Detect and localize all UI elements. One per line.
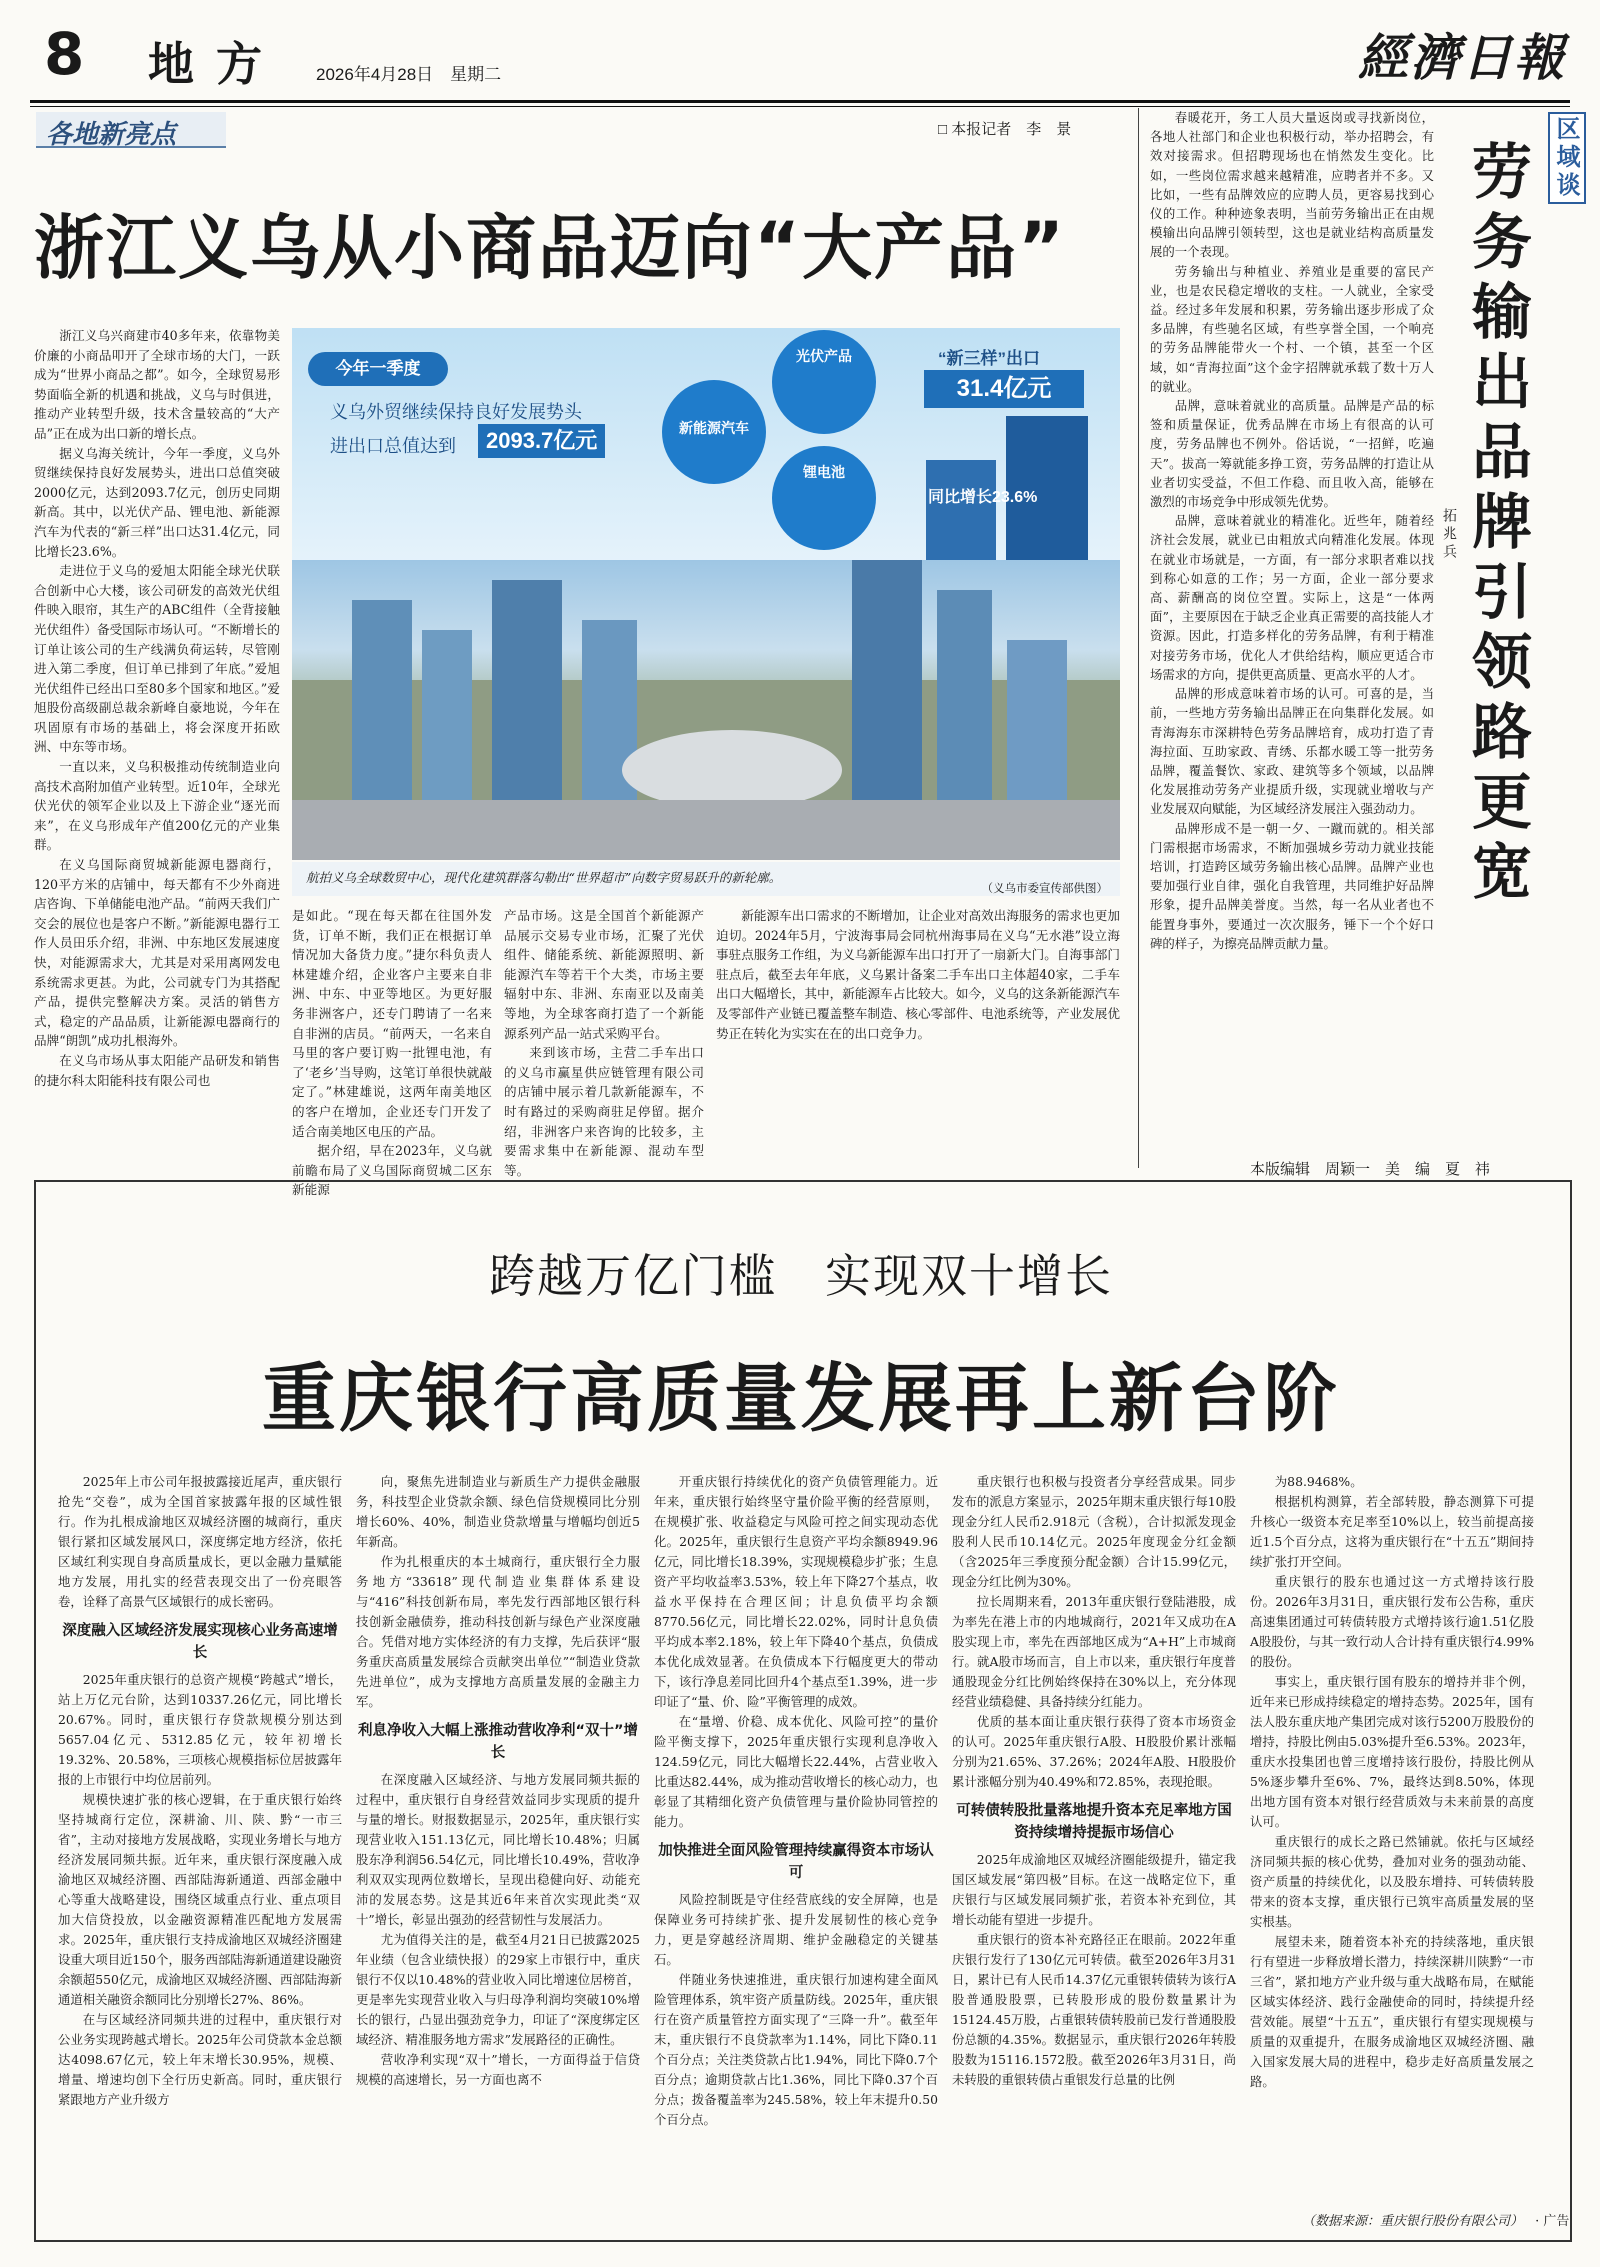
column-tag: 区域谈: [1548, 112, 1586, 204]
ad-column-2: [356, 1472, 640, 2208]
paragraph: 浙江义乌兴商建市40多年来，依靠物美价廉的小商品叩开了全球市场的大门，一跃成为“世界小商品之都”。如今，全球贸易形势面临全新的机遇和挑战，义乌与时俱进，推动产业转型升级，技术含量较高的“大产品”正在成为出口新的增长点。: [34, 328, 280, 441]
infographic-line-1: 义乌外贸继续保持良好发展势头: [330, 402, 582, 422]
column-divider: [1138, 108, 1139, 1168]
paragraph: 品牌，意味着就业的高质量。品牌是产品的标签和质量保证，优秀品牌在市场上有很高的认可度，劳务品牌也不例外。俗话说，“一招鲜，吃遍天”。拔高一筹就能多挣工资，劳务品牌的打造让从业者切实受益，不但工作稳、而且收入高，能够在激烈的市场竞争中形成领先优势。: [1150, 398, 1434, 510]
new-energy-vehicle-icon: [662, 380, 766, 484]
paragraph: 开重庆银行持续优化的资产负债管理能力。近年来，重庆银行始终坚守量价险平衡的经营原则，在规模扩张、收益稳定与风险可控之间实现动态优化。2025年，重庆银行生息资产平均余额8949.96亿元，同比增长18.39%，实现规模稳步扩张；生息资产平均收益率3.53%，较上年下降27个基点，收益水平保持在合理区间；计息负债平均余额8770.56亿元，同比增长22.02%，同时计息负债平均成本率2.18%，较上年下降40个基点，负债成本优化成效显著。在负债成本下行幅度更大的带动下，该行净息差同比回升4个基点至1.39%，进一步印证了“量、价、险”平衡管理的成效。: [654, 1474, 938, 1709]
ad-column-3: [654, 1472, 938, 2208]
paragraph: 在与区域经济同频共进的过程中，重庆银行对公业务实现跨越式增长。2025年公司贷款本金总额达4098.67亿元，较上年末增长30.95%，规模、增量、增速均创下全行历史新高。同时，重庆银行紧跟地方产业升级方: [58, 2012, 342, 2107]
article-column-3: [504, 906, 704, 1178]
paragraph: 一直以来，义乌积极推动传统制造业向高技术高附加值产业转型。近10年，全球光伏光伏的领军企业以及上下游企业“逐光而来”，在义乌形成年产值200亿元的产业集群。: [34, 759, 280, 853]
paragraph: 来到该市场，主营二手车出口的义乌市赢星供应链管理有限公司的店铺中展示着几款新能源车，不时有路过的采购商驻足停留。据介绍，非洲客户来咨询的比较多，主要需求集中在新能源、混动车型等。: [504, 1045, 704, 1178]
paragraph: 向，聚焦先进制造业与新质生产力提供金融服务，科技型企业贷款余额、绿色信贷规模同比分别增长60%、40%，制造业贷款增量与增幅均创近5年新高。: [356, 1474, 640, 1549]
infographic-line-2: 进出口总值达到: [330, 436, 456, 456]
data-source-note: [1302, 2210, 1569, 2229]
paragraph: 在“量增、价稳、成本优化、风险可控”的量价险平衡支撑下，2025年重庆银行实现利息净收入124.59亿元，同比大幅增长22.44%，占营业收入比重达82.44%，成为推动营收增长的核心动力，也彰显了其精细化资产负债管理与量价险协同管控的能力。: [654, 1714, 938, 1829]
article-column-1: [34, 326, 280, 1168]
column-kicker: 各地新亮点: [36, 112, 226, 148]
ad-title: 重庆银行高质量发展再上新台阶: [262, 1356, 1340, 1442]
paragraph: 2025年上市公司年报披露接近尾声，重庆银行抢先“交卷”，成为全国首家披露年报的区域性银行。作为扎根成渝地区双城经济圈的城商行，重庆银行紧扣区域发展风口，深度绑定地方经济，依托区域红利实现自身高质量成长，更以金融力量赋能地方发展，用扎实的经营表现交出了一份亮眼答卷，诠释了高景气区域银行的成长密码。: [58, 1474, 342, 1609]
paragraph: 在深度融入区域经济、与地方发展同频共振的过程中，重庆银行自身经营效益同步实现质的提升与量的增长。财报数据显示，2025年，重庆银行实现营业收入151.13亿元，同比增长10.48%；归属股东净利润56.54亿元，同比增长10.49%，营收净利双双实现两位数增长，呈现出稳健向好、动能充沛的发展态势。这是其近6年来首次实现此类“双十”增长，彰显出强劲的经营韧性与发展活力。: [356, 1772, 640, 1927]
paragraph: 品牌，意味着就业的精准化。近些年，随着经济社会发展，就业已由粗放式向精准化发展。体现在就业市场就是，一方面，有一部分求职者难以找到称心如意的工作；另一方面，企业一部分要求高、薪酬高的岗位空置。实际上，这是“一体两面”，主要原因在于缺乏企业真正需要的高技能人才资源。因此，打造多样化的劳务品牌，有利于精准对接劳务市场，优化人才供给结构，顺应更适合市场需求的方向，提供更高质量、更高水平的人才。: [1150, 513, 1434, 682]
article-column-2: [292, 906, 492, 1198]
paragraph: 据介绍，早在2023年，义乌就前瞻布局了义乌国际商贸城二区东新能源: [292, 1143, 492, 1198]
paragraph: 展望未来，随着资本补充的持续落地，重庆银行有望进一步释放增长潜力，持续深耕川陕黔“一市三省”，紧扣地方产业升级与重大战略布局，在赋能区域实体经济、践行金融使命的同时，持续提升经营效能。展望“十五五”，重庆银行有望实现规模与质量的双重提升，在服务成渝地区双城经济圈、融入国家发展大局的进程中，稳步走好高质量发展之路。: [1250, 1934, 1534, 2089]
data-source: （数据来源：重庆银行股份有限公司）: [1302, 2214, 1524, 2229]
paragraph: 品牌形成不是一朝一夕、一蹴而就的。相关部门需根据市场需求，不断加强城乡劳动力就业技能培训，打造跨区域劳务输出核心品牌。品牌产业也要加强行业自律，强化自我管理，共同维护好品牌形象，提升品牌美誉度。当然，每一名从业者也不能置身事外，要通过一次次服务，锤下一个个好口碑的样子，为擦亮品牌贡献力量。: [1150, 820, 1434, 951]
paragraph: 根据机构测算，若全部转股，静态测算下可提升核心一级资本充足率至10%以上，较当前提高接近1.5个百分点，这将为重庆银行在“十五五”期间持续扩张打开空间。: [1250, 1494, 1534, 1569]
paragraph: 新能源车出口需求的不断增加，让企业对高效出海服务的需求也更加迫切。2024年5月，宁波海事局会同杭州海事局在义乌“无水港”设立海事驻点服务工作组，为义乌新能源车出口打开了一扇新大门。自海事部门驻点后，截至去年年底，义乌累计备案二手车出口主体超40家，二手车出口大幅增长，其中，新能源车占比较大。如今，义乌的这条新能源汽车及零部件产业链已覆盖整车制造、核心零部件、电池系统等，产业发展优势正在转化为实实在在的出口竞争力。: [716, 908, 1120, 1041]
paragraph: 重庆银行的成长之路已然铺就。依托与区域经济同频共振的核心优势，叠加对业务的强劲动能、资产质量的持续优化，以及股东增持、可转债转股带来的资本支撑，重庆银行已筑牢高质量发展的坚实根基。: [1250, 1834, 1534, 1929]
header-rule-thin: [30, 106, 1570, 107]
issue-date: 2026年4月28日 星期二: [316, 65, 502, 84]
export-stat-panel: [920, 340, 1108, 560]
ad-subheading: 深度融入区域经济发展实现核心业务高速增长: [62, 1623, 338, 1661]
section-title: 地方: [148, 37, 284, 91]
skyline-illustration: [292, 560, 1120, 860]
masthead-logo: 經濟日報: [1358, 28, 1566, 87]
paragraph: 据义乌海关统计，今年一季度，义乌外贸继续保持良好发展势头，进出口总值突破2000亿元，达到2093.7亿元，创历史同期新高。其中，以光伏产品、锂电池、新能源汽车为代表的“新三样”出口达31.4亿元，同比增长23.6%。: [34, 445, 280, 559]
article-column-4: [716, 906, 1120, 1168]
export-bar-left: [926, 460, 996, 560]
article-headline: 浙江义乌从小商品迈向“大产品”: [34, 207, 1067, 289]
commentary-title: 劳务输出品牌引领路更宽: [1462, 140, 1532, 910]
byline: □ 本报记者 李 景: [938, 121, 1072, 138]
paragraph: 2025年成渝地区双城经济圈能级提升，锚定我国区域发展“第四极”目标。在这一战略定位下，重庆银行与区域发展同频扩张，若资本补充到位，其增长动能有望进一步提升。: [952, 1852, 1236, 1927]
paragraph: 是如此。“现在每天都在往国外发货，订单不断，我们正在根据订单情况加大备货力度。”捷尔科负责人林建雄介绍，企业客户主要来自非洲、中东、中亚等地区。为更好服务非洲客户，还专门聘请了一名来自非洲的店员。“前两天，一名来自马里的客户要订购一批锂电池，有了‘老乡’当导购，这笔订单很快就敲定了。”林建雄说，这两年南美地区的客户在增加，企业还专门开发了适合南美地区电压的产品。: [292, 908, 492, 1139]
photo-caption: [292, 862, 1120, 896]
paragraph: 营收净利实现“双十”增长，一方面得益于信贷规模的高速增长，另一方面也离不: [356, 2052, 640, 2087]
ad-column-1: [58, 1472, 342, 2208]
ad-label: · 广告: [1535, 2214, 1570, 2229]
solar-panel-icon: [772, 330, 876, 434]
paragraph: 为88.9468%。: [1274, 1474, 1363, 1489]
commentary-author: 拓兆兵: [1442, 508, 1458, 562]
total-value-badge: 2093.7亿元: [478, 424, 605, 458]
header-rule: [30, 100, 1570, 103]
icon-label: 锂电池: [803, 464, 845, 480]
paragraph: 风险控制既是守住经营底线的安全屏障，也是保障业务可持续扩张、提升发展韧性的核心竞争力，更是穿越经济周期、维护金融稳定的关键基石。: [654, 1892, 938, 1967]
ad-subheading: 加快推进全面风险管理持续赢得资本市场认可: [658, 1843, 934, 1881]
paragraph: 事实上，重庆银行国有股东的增持并非个例，近年来已形成持续稳定的增持态势。2025年，国有法人股东重庆地产集团完成对该行5200万股股份的增持，持股比例由5.03%提升至6.53%。2023年，重庆水投集团也曾三度增持该行股份，持股比例从5%逐步攀升至6%、7%，最终达到8.50%，体现出地方国有资本对银行经营质效与未来前景的高度认可。: [1250, 1674, 1534, 1829]
paragraph: 拉长周期来看，2013年重庆银行登陆港股，成为率先在港上市的内地城商行，2021年又成功在A股实现上市，率先在西部地区成为“A+H”上市城商行。就A股市场而言，自上市以来，重庆银行年度普通股现金分红比例始终保持在30%以上，充分体现经营业绩稳健、具备持续分红能力。: [952, 1594, 1236, 1709]
paragraph: 重庆银行的资本补充路径正在眼前。2022年重庆银行发行了130亿元可转债。截至2026年3月31日，累计已有人民币14.37亿元重银转债转为该行A股普通股股票，已转股形成的股份数量累计为15124.45万股，占重银转债转股前已发行普通股股份总额的4.35%。数据显示，重庆银行2026年转股股数为15116.1572股。截至2026年3月31日，尚未转股的重银转债占重银发行总量的比例: [952, 1932, 1236, 2087]
season-label: 今年一季度: [308, 352, 448, 386]
aerial-city-photo: [292, 560, 1120, 860]
paragraph: 走进位于义乌的爱旭太阳能全球光伏联合创新中心大楼，该公司研发的高效光伏组件映入眼帘，其生产的ABC组件（全背接触光伏组件）备受国际市场认可。“不断增长的订单让该公司的生产线满负荷运转，尽管刚进入第二季度，但订单已排到了年底。”爱旭光伏组件已经出口至80多个国家和地区。”爱旭股份高级副总裁余新峰自豪地说，今年在巩固原有市场的基础上，将会深度开拓欧洲、中东等市场。: [34, 563, 280, 755]
icon-label: 新能源汽车: [679, 420, 749, 436]
paragraph: 伴随业务快速推进，重庆银行加速构建全面风险管理体系，筑牢资产质量防线。2025年，重庆银行在资产质量管控方面实现了“三降一升”。截至年末，重庆银行不良贷款率为1.14%，同比下降0.11个百分点；关注类贷款占比1.94%，同比下降0.7个百分点；逾期贷款占比1.36%，同比下降0.37个百分点；拨备覆盖率为245.58%，较上年末提升0.50个百分点。: [654, 1972, 938, 2127]
ad-subheading: 可转债转股批量落地提升资本充足率地方国资持续增持提振市场信心: [956, 1803, 1232, 1841]
commentary-body: [1150, 108, 1434, 1146]
paragraph: 2025年重庆银行的总资产规模“跨越式”增长，站上万亿元台阶，达到10337.26亿元，同比增长20.67%。同时，重庆银行存贷款规模分别达到5657.04亿元、5312.85亿元，较年初增长19.32%、20.58%，三项核心规模指标位居披露年报的上市银行中均位居前列。: [58, 1672, 342, 1787]
photo-credit: （义乌市委宣传部供图）: [981, 881, 1108, 895]
paragraph: 规模快速扩张的核心逻辑，在于重庆银行始终坚持城商行定位，深耕渝、川、陕、黔“一市三省”，主动对接地方发展战略，实现业务增长与地方经济发展同频共振。近年来，重庆银行深度融入成渝地区双城经济圈、西部陆海新通道、西部金融中心等重大战略建设，围绕区域重点行业、重点项目加大信贷投放，以金融资源精准匹配地方发展需求。2025年，重庆银行支持成渝地区双城经济圈建设重大项目近150个，服务西部陆海新通道建设融资余额超550亿元，成渝地区双城经济圈、西部陆海新通道相关融资余额同比分别增长27%、86%。: [58, 1792, 342, 2007]
export-value: 31.4亿元: [924, 370, 1084, 408]
paragraph: 春暖花开，务工人员大量返岗或寻找新岗位，各地人社部门和企业也积极行动，举办招聘会，有效对接需求。但招聘现场也在悄然发生变化。比如，一些岗位需求越来越精准，应聘者并不多。又比如，一些有品牌效应的应聘人员，更容易找到心仪的工作。种种迹象表明，当前劳务输出正在由规模输出向品牌引领转型，这也是就业结构高质量发展的一个表现。: [1150, 110, 1434, 260]
ad-subheading: 利息净收入大幅上涨推动营收净利“双十”增长: [357, 1723, 639, 1761]
paragraph: 优质的基本面让重庆银行获得了资本市场资金的认可。2025年重庆银行A股、H股股价累计涨幅分别为21.65%、37.26%；2024年A股、H股股价累计涨幅分别为40.49%和72.85%，表现抢眼。: [952, 1714, 1236, 1789]
editor-credits: 本版编辑 周颖一 美 编 夏 祎: [1250, 1161, 1491, 1178]
paragraph: 重庆银行也积极与投资者分享经营成果。同步发布的派息方案显示，2025年期末重庆银行每10股现金分红人民币2.918元（含税），合计拟派发现金股利人民币10.14亿元。2025年度现金分红金额（含2025年三季度预分配金额）合计15.99亿元，现金分红比例为30%。: [952, 1474, 1236, 1589]
paragraph: 产品市场。这是全国首个新能源产品展示交易专业市场，汇聚了光伏组件、储能系统、新能源照明、新能源汽车等若干个大类，市场主要辐射中东、非洲、东南亚以及南美等地，为全球客商打造了一个新能源系列产品一站式采购平台。: [504, 908, 704, 1041]
paragraph: 品牌的形成意味着市场的认可。可喜的是，当前，一些地方劳务输出品牌正在向集群化发展。如青海海东市深耕特色劳务品牌培育，成功打造了青海拉面、互助家政、青绣、乐都水暖工等一批劳务品牌，覆盖餐饮、家政、建筑等多个领域，以品牌化发展推动劳务产业提质升级，实现就业增收与产业发展双向赋能，为区域经济发展注入强劲动力。: [1150, 686, 1434, 817]
paragraph: 作为扎根重庆的本土城商行，重庆银行全力服务地方“33618”现代制造业集群体系建设与“416”科技创新布局，率先发行西部地区银行科技创新金融债券，推动科技创新与绿色产业深度融合。凭借对地方实体经济的有力支撑，先后获评“服务重庆高质量发展综合贡献突出单位”“制造业贷款先进单位”，成为支撑地方高质量发展的金融主力军。: [356, 1554, 640, 1709]
ad-column-5: [1250, 1472, 1534, 2208]
paragraph: 尤为值得关注的是，截至4月21日已披露2025年业绩（包含业绩快报）的29家上市银行中，重庆银行不仅以10.48%的营业收入同比增速位居榜首，更是率先实现营业收入与归母净利润均突破10%增长的银行，凸显出强劲竞争力，印证了“深度绑定区域经济、精准服务地方需求”发展路径的正确性。: [356, 1932, 640, 2047]
export-label: “新三样”出口: [938, 349, 1040, 368]
paragraph: 重庆银行的股东也通过这一方式增持该行股份。2026年3月31日，重庆银行发布公告称，重庆高速集团通过可转债转股方式增持该行逾1.51亿股A股股份，与其一致行动人合计持有重庆银行4.99%的股份。: [1250, 1574, 1534, 1669]
caption-text: 航拍义乌全球数贸中心，现代化建筑群落勾勒出“世界超市”向数字贸易跃升的新轮廓。: [306, 870, 782, 885]
paragraph: 劳务输出与种植业、养殖业是重要的富民产业，也是农民稳定增收的支柱。一人就业，全家受益。经过多年发展和积累，劳务输出逐步形成了众多品牌，有些驰名区域，有些享誉全国，一个响亮的劳务品牌能带火一个村、一个镇，甚至一个区域，如“青海拉面”这个金字招牌就承载了数十万人的就业。: [1150, 263, 1434, 394]
ad-subtitle: 跨越万亿门槛 实现双十增长: [489, 1250, 1113, 1302]
growth-label: 同比增长23.6%: [928, 489, 1038, 506]
icon-label: 光伏产品: [796, 348, 852, 364]
paragraph: 在义乌国际商贸城新能源电器商行，120平方米的店铺中，每天都有不少外商进店咨询、下单储能电池产品。“前两天我们广交会的展位也是客户不断。”新能源电器行工作人员田乐介绍，非洲、中东地区发展速度快，对能源需求大，尤其是对采用离网发电系统需求更甚。为此，公司就专门为其搭配产品，提供完整解决方案。灵活的销售方式，稳定的产品品质，让新能源电器商行的品牌“朗凯”成功扎根海外。: [34, 857, 280, 1049]
ad-column-4: [952, 1472, 1236, 2208]
paragraph: 在义乌市场从事太阳能产品研发和销售的捷尔科太阳能科技有限公司也: [34, 1052, 280, 1088]
page-number: 8: [44, 20, 85, 88]
battery-icon: [772, 446, 876, 550]
